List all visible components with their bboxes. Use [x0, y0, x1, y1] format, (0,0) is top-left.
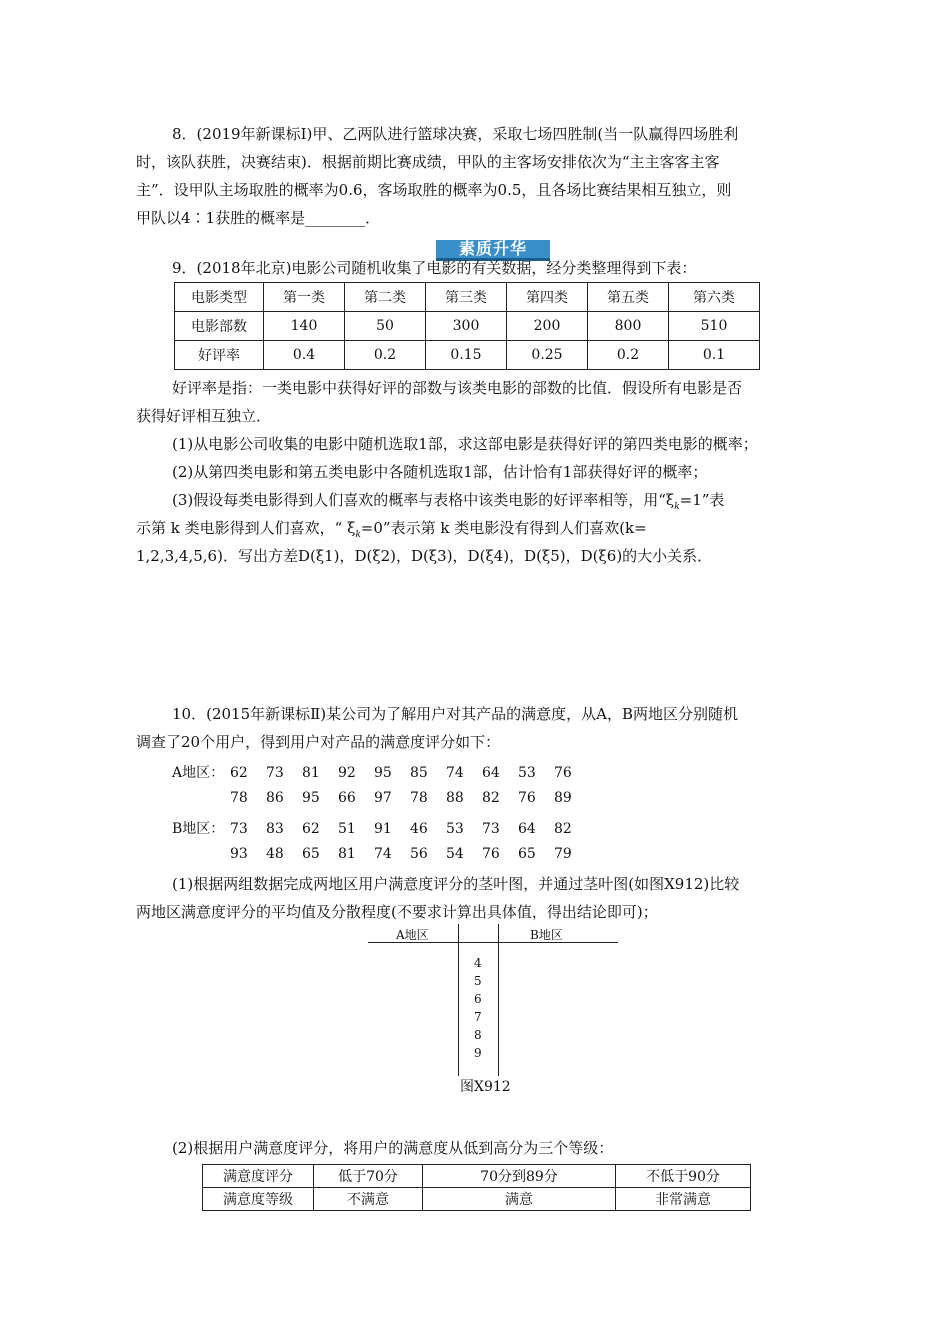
score: 81 [338, 846, 356, 862]
stem-left-header: A地区 [396, 928, 429, 942]
table-cell: 800 [588, 312, 669, 341]
table-cell: 非常满意 [616, 1188, 751, 1211]
a-region-row2 [230, 790, 590, 806]
q9-part3-d: =0”表示第 k 类电影没有得到人们喜欢(k= [360, 519, 647, 537]
table-cell: 70分到89分 [423, 1165, 616, 1188]
q9-note2: 获得好评相互独立． [136, 407, 272, 425]
stem-value: 6 [474, 992, 482, 1006]
table-cell: 0.25 [507, 341, 588, 370]
figure-caption: 图X912 [460, 1079, 511, 1095]
table-cell: 满意 [423, 1188, 616, 1211]
table-row [175, 341, 760, 370]
q8-line4: 甲队以4∶1获胜的概率是________． [136, 209, 381, 227]
score: 95 [374, 765, 392, 781]
stem-header-line [368, 942, 618, 943]
table-cell: 第一类 [264, 283, 345, 312]
score: 76 [518, 790, 536, 806]
q8-line2: 时，该队获胜，决赛结束)．根据前期比赛成绩，甲队的主客场安排依次为“主主客客主客 [136, 153, 720, 171]
q9-part3-line3: 1,2,3,4,5,6)．写出方差D(ξ1)，D(ξ2)，D(ξ3)，D(ξ4)，D(ξ5)，D(ξ6)的大小关系． [136, 547, 713, 565]
q10-part1-line2: 两地区满意度评分的平均值及分散程度(不要求计算出具体值，得出结论即可)； [136, 903, 658, 921]
score: 79 [554, 846, 572, 862]
score: 64 [518, 821, 536, 837]
q8-line3: 主”．设甲队主场取胜的概率为0.6，客场取胜的概率为0.5，且各场比赛结果相互独立，则 [136, 181, 732, 199]
satisfaction-table [202, 1164, 751, 1211]
score: 97 [374, 790, 392, 806]
stem-value: 9 [474, 1046, 482, 1060]
score: 54 [446, 846, 464, 862]
q9-intro: 9．(2018年北京)电影公司随机收集了电影的有关数据，经分类整理得到下表： [172, 259, 697, 277]
stem-value: 7 [474, 1010, 482, 1024]
table-cell: 50 [345, 312, 426, 341]
score: 73 [482, 821, 500, 837]
table-cell: 300 [426, 312, 507, 341]
score: 73 [230, 821, 248, 837]
score: 83 [266, 821, 284, 837]
q9-part3-a: (3)假设每类电影得到人们喜欢的概率与表格中该类电影的好评率相等，用“ξ [172, 491, 675, 509]
score: 48 [266, 846, 284, 862]
score: 74 [374, 846, 392, 862]
table-cell: 第三类 [426, 283, 507, 312]
score: 88 [446, 790, 464, 806]
score: 91 [374, 821, 392, 837]
stem-left-divider [458, 924, 459, 1076]
q10-part2: (2)根据用户满意度评分，将用户的满意度从低到高分为三个等级： [172, 1139, 614, 1157]
table-cell: 510 [669, 312, 760, 341]
table-cell: 第六类 [669, 283, 760, 312]
b-region-label: B地区： [172, 821, 225, 837]
table-cell: 第二类 [345, 283, 426, 312]
stem-leaf-plot [368, 924, 618, 1080]
score: 65 [518, 846, 536, 862]
b-region-row1 [172, 818, 590, 838]
score: 51 [338, 821, 356, 837]
score: 76 [554, 765, 572, 781]
q9-part3-line2: 示第 k 类电影得到人们喜欢，“ $\xi_k=0$”表示第 k 类电影没有得到人们喜欢(k= [136, 519, 647, 540]
a-region-label: A地区： [172, 765, 225, 781]
q8-line1: 8．(2019年新课标Ⅰ)甲、乙两队进行篮球决赛，采取七场四胜制(当一队赢得四场胜利 [172, 125, 739, 143]
q10-line1: 10．(2015年新课标Ⅱ)某公司为了解用户对其产品的满意度，从A，B两地区分别随机 [172, 705, 739, 723]
score: 78 [230, 790, 248, 806]
b-region-row2 [230, 846, 590, 862]
table-row [175, 312, 760, 341]
table-cell: 满意度评分 [203, 1165, 314, 1188]
q9-part3-line1: (3)假设每类电影得到人们喜欢的概率与表格中该类电影的好评率相等，用“$\xi_k=1$”表 [172, 491, 725, 512]
table-cell: 200 [507, 312, 588, 341]
table-cell: 不低于90分 [616, 1165, 751, 1188]
score: 62 [230, 765, 248, 781]
score: 89 [554, 790, 572, 806]
q10-part1-line1: (1)根据两组数据完成两地区用户满意度评分的茎叶图，并通过茎叶图(如图X912)比较 [172, 875, 740, 893]
table-cell: 满意度等级 [203, 1188, 314, 1211]
score: 46 [410, 821, 428, 837]
stem-value: 4 [474, 956, 482, 970]
score: 66 [338, 790, 356, 806]
table-row [175, 283, 760, 312]
score: 85 [410, 765, 428, 781]
score: 53 [446, 821, 464, 837]
table-cell: 低于70分 [314, 1165, 423, 1188]
stem-value: 5 [474, 974, 482, 988]
table-row [203, 1188, 751, 1211]
score: 76 [482, 846, 500, 862]
score: 86 [266, 790, 284, 806]
q9-part2: (2)从第四类电影和第五类电影中各随机选取1部，估计恰有1部获得好评的概率； [172, 463, 708, 481]
score: 93 [230, 846, 248, 862]
table-cell: 0.15 [426, 341, 507, 370]
section-banner: 素质升华 [436, 240, 550, 261]
table-cell: 0.2 [588, 341, 669, 370]
score: 65 [302, 846, 320, 862]
table-cell: 电影部数 [175, 312, 264, 341]
score: 73 [266, 765, 284, 781]
score: 92 [338, 765, 356, 781]
score: 81 [302, 765, 320, 781]
stem-right-divider [498, 924, 499, 1076]
a-region-row1 [172, 762, 590, 782]
table-cell: 0.2 [345, 341, 426, 370]
score: 62 [302, 821, 320, 837]
score: 82 [554, 821, 572, 837]
movie-table [174, 282, 760, 370]
score: 78 [410, 790, 428, 806]
score: 56 [410, 846, 428, 862]
table-cell: 0.1 [669, 341, 760, 370]
stem-right-header: B地区 [530, 928, 563, 942]
table-row [203, 1165, 751, 1188]
table-cell: 0.4 [264, 341, 345, 370]
q9-part1: (1)从电影公司收集的电影中随机选取1部，求这部电影是获得好评的第四类电影的概率； [172, 435, 758, 453]
q9-note1: 好评率是指：一类电影中获得好评的部数与该类电影的部数的比值．假设所有电影是否 [172, 379, 743, 397]
score: 64 [482, 765, 500, 781]
q9-part3-c: 示第 k 类电影得到人们喜欢，“ ξ [136, 519, 356, 537]
table-cell: 第五类 [588, 283, 669, 312]
q9-part3-b: =1”表 [679, 491, 725, 509]
score: 53 [518, 765, 536, 781]
stem-value: 8 [474, 1028, 482, 1042]
table-cell: 不满意 [314, 1188, 423, 1211]
score: 95 [302, 790, 320, 806]
score: 82 [482, 790, 500, 806]
table-cell: 好评率 [175, 341, 264, 370]
score: 74 [446, 765, 464, 781]
q10-line2: 调查了20个用户，得到用户对产品的满意度评分如下： [136, 733, 501, 751]
table-cell: 电影类型 [175, 283, 264, 312]
table-cell: 第四类 [507, 283, 588, 312]
table-cell: 140 [264, 312, 345, 341]
